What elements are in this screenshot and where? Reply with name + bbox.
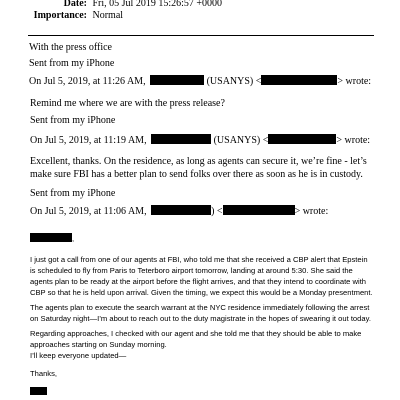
- quote-wrote-2: > wrote:: [336, 135, 371, 146]
- message-3-body: Excellent, thanks. On the residence, as long as agents can secure it, we’re fine - let’s make sure FBI has a better plan to send folks over there as soon as he is in custody.: [30, 156, 367, 180]
- message-4-signature: [30, 386, 47, 398]
- quote-org-1: (USANYS) <: [206, 76, 262, 87]
- message-2-body: Remind me where we are with the press release?: [30, 98, 225, 109]
- redaction-email-1: [261, 75, 337, 85]
- header-date-row: [29, 0, 222, 10]
- message-1-quote-header: [29, 75, 371, 88]
- greeting-comma: ,: [72, 234, 75, 243]
- quote-date-3: On Jul 5, 2019, at 11:06 AM,: [30, 206, 147, 217]
- importance-value: Normal: [92, 10, 124, 21]
- importance-label: Importance:: [33, 10, 87, 21]
- date-value: Fri, 05 Jul 2019 15:26:57 +0000: [92, 0, 223, 9]
- message-4-paragraph-4: I’ll keep everyone updated—: [30, 351, 127, 360]
- message-4-greeting: [30, 233, 74, 244]
- quote-org-2: (USANYS) <: [213, 135, 269, 146]
- header-divider: [28, 35, 374, 36]
- message-4-paragraph-1: I just got a call from one of our agents at FBI, who told me that she received a CBP alert that Epstein is scheduled to fly from Paris to Teterboro airport tomorrow, landing at around 5:30. She said the agents plan to be ready at the airport before the flight arrives, and that they intend to coordinate with CBP so that he is held upon arrival. Given the timing, we expect this would be a Monday presentment.: [30, 255, 373, 297]
- quote-org-3: ) <: [211, 206, 223, 217]
- redaction-greeting-name: [30, 233, 75, 243]
- redaction-name-2: [151, 134, 211, 144]
- message-2-signature: Sent from my iPhone: [30, 115, 116, 126]
- redaction-email-2: [268, 134, 336, 144]
- redaction-name-1: [150, 75, 204, 85]
- message-1-signature: Sent from my iPhone: [29, 58, 115, 69]
- redaction-signature: [30, 387, 47, 395]
- message-3-quote-header: [30, 205, 328, 218]
- quote-date-1: On Jul 5, 2019, at 11:26 AM,: [29, 76, 146, 87]
- quote-date-2: On Jul 5, 2019, at 11:19 AM,: [30, 135, 147, 146]
- redaction-name-3: [151, 205, 211, 215]
- header-importance-row: [29, 10, 123, 22]
- quote-wrote-3: > wrote:: [294, 206, 329, 217]
- date-label: Date:: [63, 0, 87, 9]
- message-2-quote-header: [30, 134, 370, 147]
- message-4-paragraph-5: Thanks,: [30, 369, 58, 378]
- message-1-body: With the press office: [29, 42, 112, 53]
- message-4-paragraph-3: Regarding approaches, I checked with our agent and she told me that they should be able to make approaches starting on Sunday morning.: [30, 329, 362, 349]
- message-4-paragraph-2: The agents plan to execute the search warrant at the NYC residence immediately following the arrest on Saturday night—I’m about to reach out to the duty magistrate in the hopes of swearing it out today.: [30, 303, 371, 323]
- message-3-signature: Sent from my iPhone: [30, 188, 116, 199]
- quote-wrote-1: > wrote:: [337, 76, 372, 87]
- redaction-email-3: [223, 205, 295, 215]
